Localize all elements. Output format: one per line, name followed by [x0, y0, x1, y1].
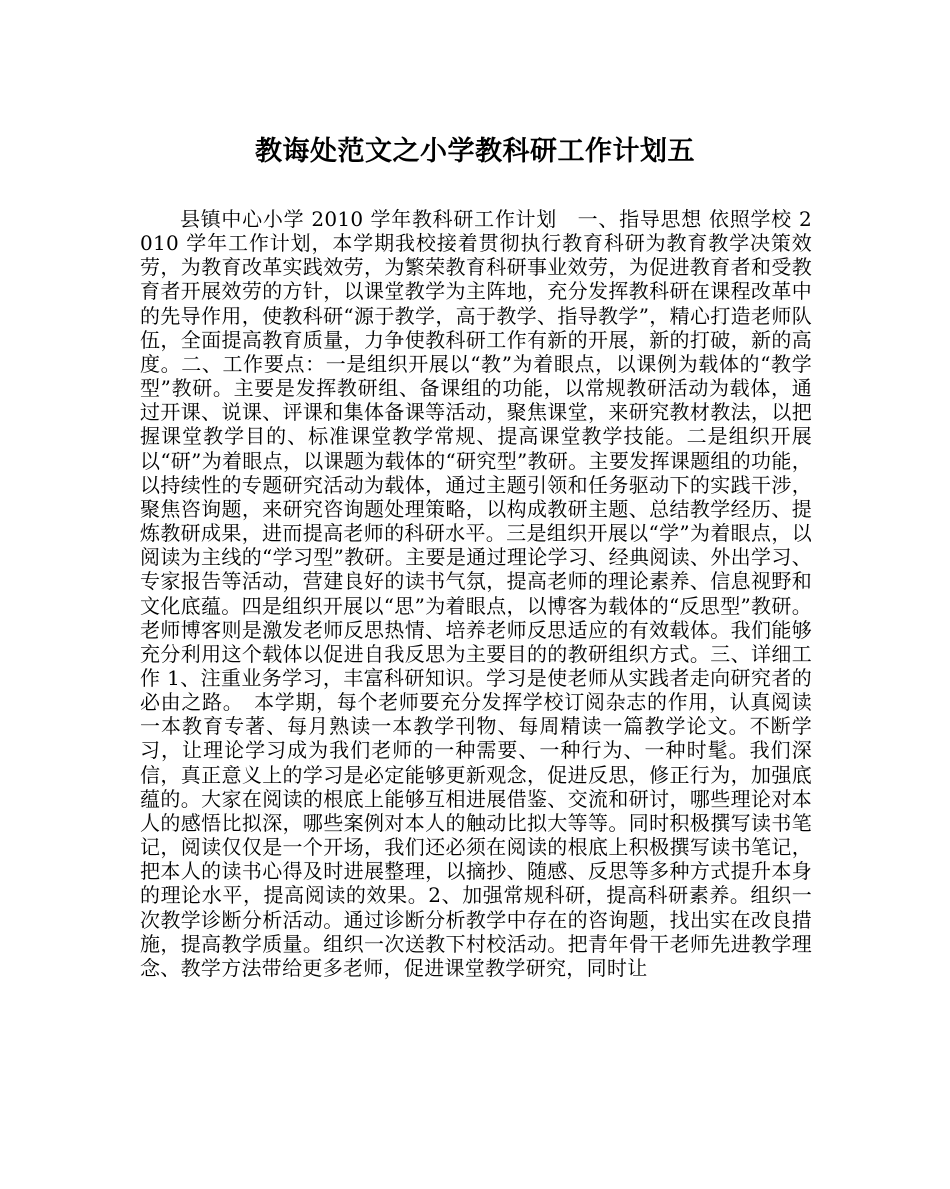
document-title: 教诲处范文之小学教科研工作计划五	[255, 136, 695, 167]
document-body-paragraph: 县镇中心小学 2010 学年教科研工作计划 一、指导思想 依照学校 2010 学年工作计划，本学期我校接着贯彻执行教育科研为教育教学决策效劳，为教育改革实践效劳，为繁荣教育科研事业效劳，为促进教育者和受教育者开展效劳的方针，以课堂教学为主阵地，充分发挥教科研在课程改革中的先导作用，使教科研“源于教学，高于教学、指导教学”，精心打造老师队伍，全面提高教育质量，力争使教科研工作有新的开展，新的打破，新的高度。二、工作要点：一是组织开展以“教”为着眼点，以课例为载体的“教学型”教研。主要是发挥教研组、备课组的功能，以常规教研活动为载体，通过开课、说课、评课和集体备课等活动，聚焦课堂，来研究教材教法，以把握课堂教学目的、标准课堂教学常规、提高课堂教学技能。二是组织开展以“研”为着眼点，以课题为载体的“研究型”教研。主要发挥课题组的功能，以持续性的专题研究活动为载体，通过主题引领和任务驱动下的实践干涉，聚焦咨询题，来研究咨询题处理策略，以构成教研主题、总结教学经历、提炼教研成果，进而提高老师的科研水平。三是组织开展以“学”为着眼点，以阅读为主线的“学习型”教研。主要是通过理论学习、经典阅读、外出学习、专家报告等活动，营建良好的读书气氛，提高老师的理论素养、信息视野和文化底蕴。四是组织开展以“思”为着眼点，以博客为载体的“反思型”教研。老师博客则是激发老师反思热情、培养老师反思适应的有效载体。我们能够充分利用这个载体以促进自我反思为主要目的的教研组织方式。三、详细工作 1、注重业务学习，丰富科研知识。学习是使老师从实践者走向研究者的必由之路。 本学期，每个老师要充分发挥学校订阅杂志的作用，认真阅读一本教育专著、每月熟读一本教学刊物、每周精读一篇教学论文。不断学习，让理论学习成为我们老师的一种需要、一种行为、一种时髦。我们深信，真正意义上的学习是必定能够更新观念，促进反思，修正行为，加强底蕴的。大家在阅读的根底上能够互相进展借鉴、交流和研讨，哪些理论对本人的感悟比拟深，哪些案例对本人的触动比拟大等等。同时积极撰写读书笔记，阅读仅仅是一个开场，我们还必须在阅读的根底上积极撰写读书笔记，把本人的读书心得及时进展整理，以摘抄、随感、反思等多种方式提升本身的理论水平，提高阅读的效果。2、加强常规科研，提高科研素养。组织一次教学诊断分析活动。通过诊断分析教学中存在的咨询题，找出实在改良措施，提高教学质量。组织一次送教下村校活动。把青年骨干老师先进教学理念、教学方法带给更多老师，促进课堂教学研究，同时让	[140, 207, 812, 980]
